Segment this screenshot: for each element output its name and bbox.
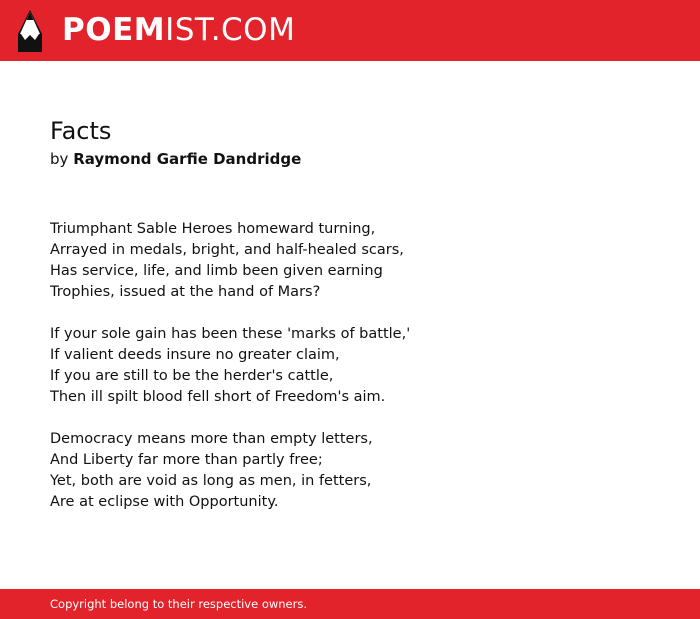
poem-body bbox=[50, 219, 650, 534]
poem-author[interactable]: Raymond Garfie Dandridge bbox=[73, 150, 302, 168]
poem-line: And Liberty far more than partly free; bbox=[50, 452, 323, 468]
logo-light-text: IST.COM bbox=[165, 12, 296, 48]
byline-prefix: by bbox=[50, 150, 69, 168]
poem-line: Triumphant Sable Heroes homeward turning, bbox=[50, 221, 376, 237]
poem-line: If you are still to be the herder's cattle, bbox=[50, 368, 334, 384]
poem-byline bbox=[50, 149, 301, 169]
poem-line: Democracy means more than empty letters, bbox=[50, 431, 373, 447]
poem-line: Trophies, issued at the hand of Mars? bbox=[50, 284, 321, 300]
poem-line: Are at eclipse with Opportunity. bbox=[50, 494, 279, 510]
poem-line: If valient deeds insure no greater claim, bbox=[50, 347, 340, 363]
pencil-icon[interactable] bbox=[18, 10, 42, 52]
site-logo[interactable] bbox=[62, 12, 295, 48]
stanza bbox=[50, 324, 650, 408]
stanza bbox=[50, 219, 650, 303]
site-footer bbox=[0, 589, 700, 619]
poem-title: Facts bbox=[50, 117, 112, 145]
poem-line: Arrayed in medals, bright, and half-healed scars, bbox=[50, 242, 404, 258]
poem-line: If your sole gain has been these 'marks of battle,' bbox=[50, 326, 411, 342]
stanza bbox=[50, 429, 650, 513]
poem-line: Yet, both are void as long as men, in fetters, bbox=[50, 473, 372, 489]
copyright-text: Copyright belong to their respective owners. bbox=[50, 597, 308, 611]
site-header bbox=[0, 0, 700, 61]
poem-line: Has service, life, and limb been given earning bbox=[50, 263, 383, 279]
poem-line: Then ill spilt blood fell short of Freedom's aim. bbox=[50, 389, 386, 405]
logo-bold-text: POEM bbox=[62, 12, 166, 48]
